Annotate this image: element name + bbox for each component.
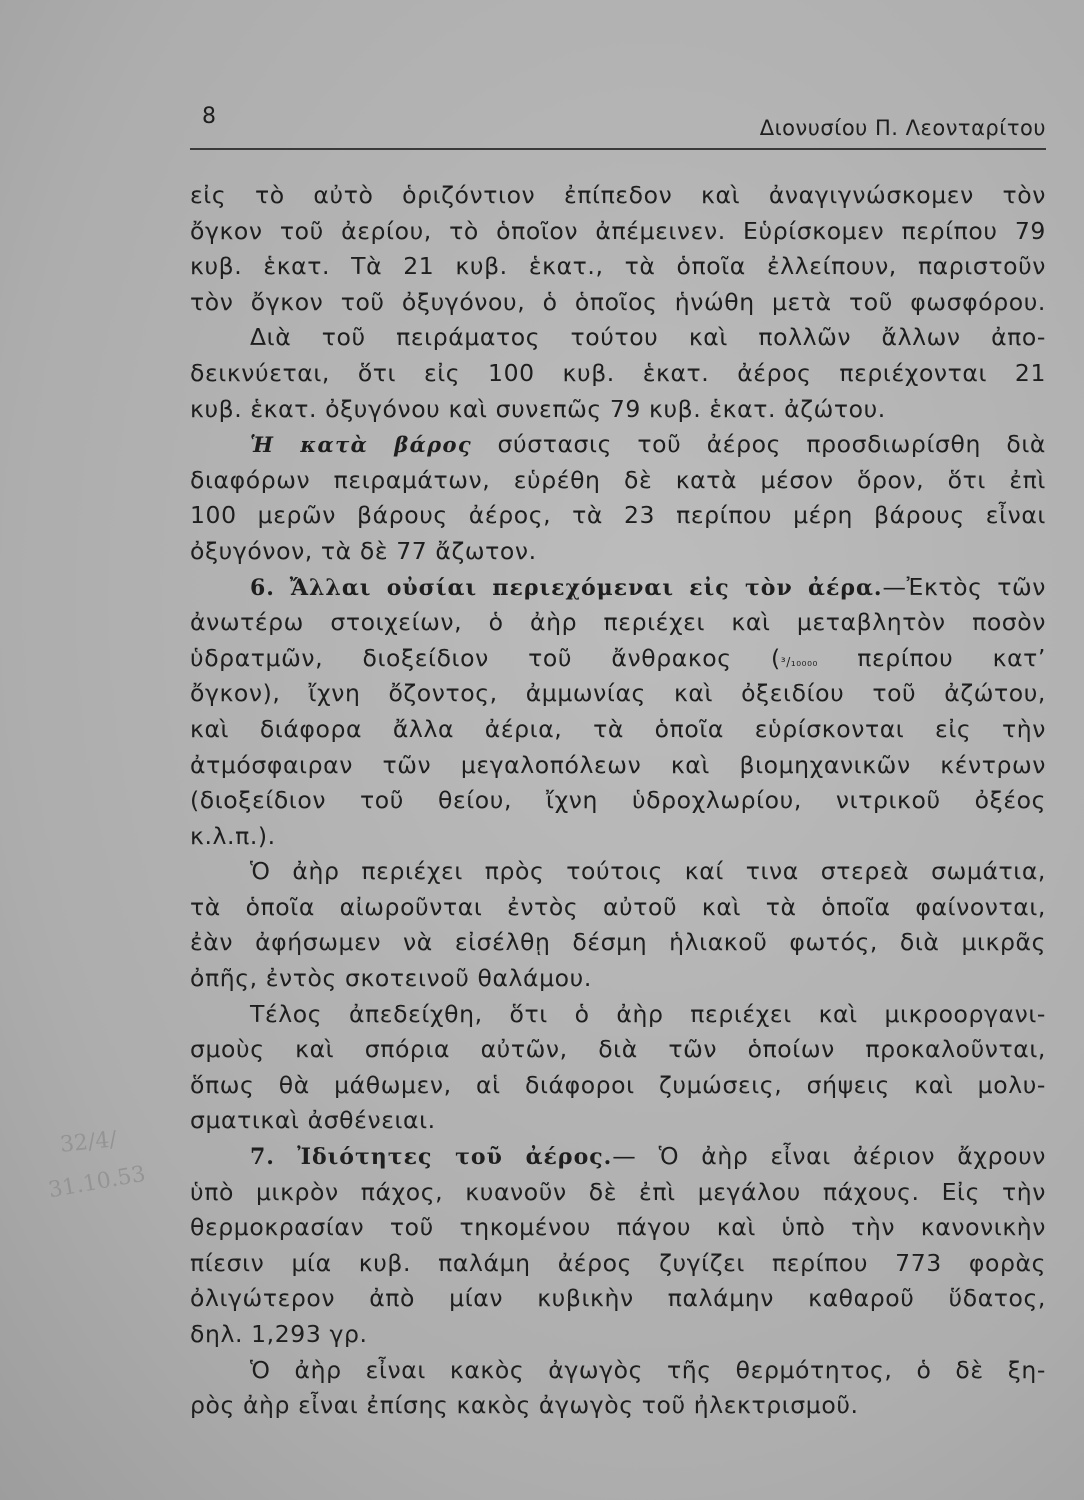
text-line: σματικαὶ ἀσθένειαι. bbox=[190, 1106, 436, 1135]
text-line: ὀξυγόνον, τὰ δὲ 77 ἄζωτον. bbox=[190, 536, 537, 565]
section-6-heading-line bbox=[190, 570, 1046, 606]
text-line: πίεσιν μία κυβ. παλάμη ἀέρος ζυγίζει περίπου 773 φορὰς bbox=[190, 1248, 1046, 1277]
text-fragment: περίπου κατ’ bbox=[857, 643, 1046, 672]
text-line: τὰ ὁποῖα αἰωροῦνται ἐντὸς αὐτοῦ καὶ τὰ ὁποῖα φαίνονται, bbox=[190, 892, 1046, 921]
text-line: ἀτμόσφαιραν τῶν μεγαλοπόλεων καὶ βιομηχανικῶν κέντρων bbox=[190, 750, 1046, 779]
text-line: τὸν ὄγκον τοῦ ὀξυγόνου, ὁ ὁποῖος ἡνώθη μετὰ τοῦ φωσφόρου. bbox=[190, 287, 1046, 316]
text-line: καὶ διάφορα ἄλλα ἀέρια, τὰ ὁποῖα εὑρίσκονται εἰς τὴν bbox=[190, 714, 1046, 743]
text-line: δηλ. 1,293 γρ. bbox=[190, 1320, 368, 1348]
text-line: κυβ. ἑκατ. Τὰ 21 κυβ. ἑκατ., τὰ ὁποῖα ἐλλείπουν, παριστοῦν bbox=[190, 252, 1046, 281]
emphasis-phrase: Ἡ κατὰ βάρος bbox=[250, 432, 473, 458]
text-fragment: — Ὁ ἀὴρ εἶναι ἀέριον ἄχρουν bbox=[612, 1142, 1046, 1171]
page-number: 8 bbox=[202, 104, 216, 129]
fraction: ³/₁₀₀₀₀ bbox=[780, 654, 818, 669]
page-header bbox=[190, 98, 1046, 150]
text-line: ὅπως θὰ μάθωμεν, αἱ διάφοροι ζυμώσεις, σήψεις καὶ μολυ- bbox=[190, 1070, 1046, 1099]
text-line: (διοξείδιον τοῦ θείου, ἴχνη ὑδροχλωρίου, νιτρικοῦ ὀξέος bbox=[190, 786, 1046, 815]
text-line: διαφόρων πειραμάτων, εὑρέθη δὲ κατὰ μέσον ὅρον, ὅτι ἐπὶ bbox=[190, 465, 1046, 494]
text-line: ρὸς ἀὴρ εἶναι ἐπίσης κακὸς ἀγωγὸς τοῦ ἠλεκτρισμοῦ. bbox=[190, 1391, 859, 1420]
text-line: εἰς τὸ αὐτὸ ὁριζόντιον ἐπίπεδον καὶ ἀναγιγνώσκομεν τὸν bbox=[190, 181, 1046, 209]
text-line: κ.λ.π.). bbox=[190, 821, 276, 850]
text-line: ὀπῆς, ἐντὸς σκοτεινοῦ θαλάμου. bbox=[190, 964, 592, 993]
handwritten-note: 31.10.53 bbox=[46, 1161, 148, 1204]
section-title: Ἄλλαι οὐσίαι περιεχόμεναι εἰς τὸν ἀέρα. bbox=[289, 574, 883, 601]
section-number: 6. bbox=[250, 574, 275, 601]
text-line bbox=[190, 427, 1046, 463]
text-line: δεικνύεται, ὅτι εἰς 100 κυβ. ἑκατ. ἀέρος περιέχονται 21 bbox=[190, 358, 1046, 387]
text-fragment: σύστασις τοῦ ἀέρος προσδιωρίσθη διὰ bbox=[497, 430, 1046, 459]
handwritten-note: 32/4/ bbox=[58, 1127, 118, 1158]
text-line: σμοὺς καὶ σπόρια αὐτῶν, διὰ τῶν ὁποίων προκαλοῦνται, bbox=[190, 1035, 1046, 1064]
text-line: κυβ. ἑκατ. ὀξυγόνου καὶ συνεπῶς 79 κυβ. ἑκατ. ἀζώτου. bbox=[190, 394, 886, 423]
text-line: ὄγκον), ἴχνη ὄζοντος, ἀμμωνίας καὶ ὀξειδίου τοῦ ἀζώτου, bbox=[190, 679, 1046, 708]
text-line: Τέλος ἀπεδείχθη, ὅτι ὁ ἀὴρ περιέχει καὶ μικροοργανι- bbox=[250, 999, 1046, 1028]
text-fragment: ὑδρατμῶν, διοξείδιον τοῦ ἄνθρακος ( bbox=[190, 643, 781, 672]
text-line: ὄγκον τοῦ ἀερίου, τὸ ὁποῖον ἀπέμεινεν. Εὑρίσκομεν περίπου 79 bbox=[190, 216, 1046, 245]
section-title: Ἰδιότητες τοῦ ἀέρος. bbox=[297, 1144, 613, 1171]
text-line: θερμοκρασίαν τοῦ τηκομένου πάγου καὶ ὑπὸ τὴν κανονικὴν bbox=[190, 1213, 1046, 1242]
section-number: 7. bbox=[250, 1144, 275, 1171]
running-head: Διονυσίου Π. Λεονταρίτου bbox=[759, 116, 1046, 140]
section-7-heading-line bbox=[190, 1139, 1046, 1175]
text-line: Διὰ τοῦ πειράματος τούτου καὶ πολλῶν ἄλλων ἀπο- bbox=[250, 323, 1046, 352]
text-fragment: —Ἐκτὸς τῶν bbox=[882, 572, 1046, 601]
text-line: ἐὰν ἀφήσωμεν νὰ εἰσέλθῃ δέσμη ἡλιακοῦ φωτός, διὰ μικρᾶς bbox=[190, 928, 1046, 957]
body-text bbox=[190, 178, 1046, 1424]
text-line bbox=[190, 641, 1046, 677]
text-line: ὀλιγώτερον ἀπὸ μίαν κυβικὴν παλάμην καθαροῦ ὕδατος, bbox=[190, 1284, 1046, 1313]
text-line: ὑπὸ μικρὸν πάχος, κυανοῦν δὲ ἐπὶ μεγάλου πάχους. Εἰς τὴν bbox=[190, 1177, 1046, 1206]
text-line: ἀνωτέρω στοιχείων, ὁ ἀὴρ περιέχει καὶ μεταβλητὸν ποσὸν bbox=[190, 608, 1046, 637]
text-line: 100 μερῶν βάρους ἀέρος, τὰ 23 περίπου μέρη βάρους εἶναι bbox=[190, 501, 1046, 530]
text-line: Ὁ ἀὴρ περιέχει πρὸς τούτοις καί τινα στερεὰ σωμάτια, bbox=[250, 857, 1046, 886]
text-line: Ὁ ἀὴρ εἶναι κακὸς ἀγωγὸς τῆς θερμότητος, ὁ δὲ ξη- bbox=[250, 1355, 1046, 1384]
handwritten-pencil-notes bbox=[46, 1127, 188, 1230]
